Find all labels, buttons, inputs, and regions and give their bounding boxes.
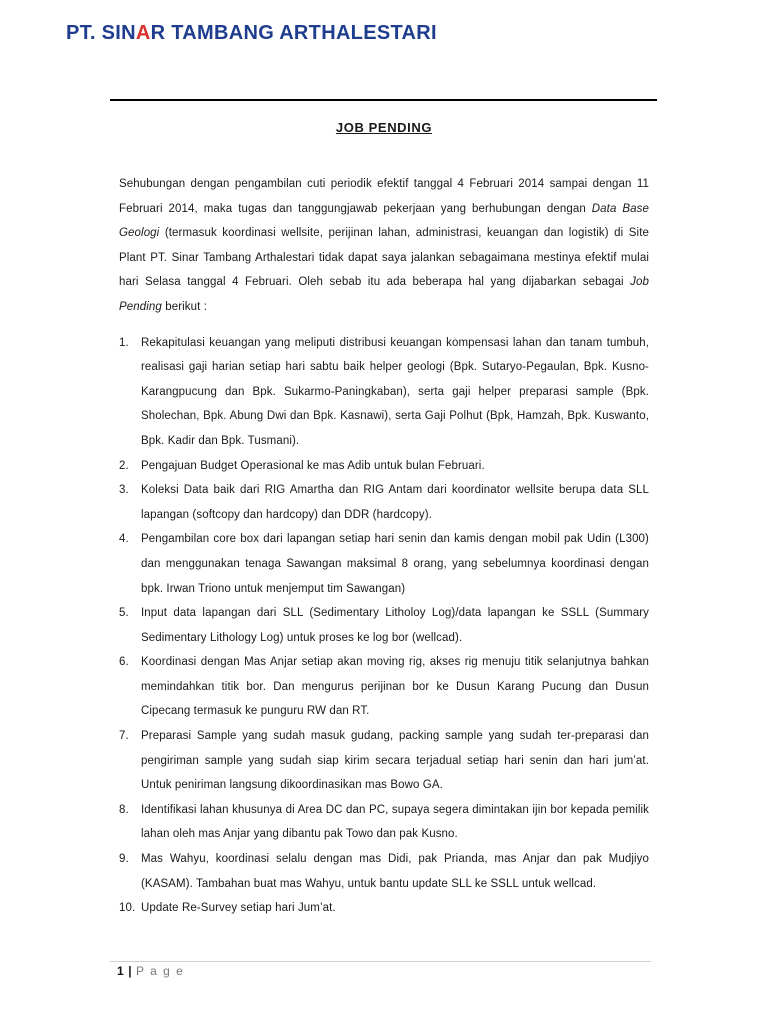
intro-text-2: (termasuk koordinasi wellsite, perijinan lahan, administrasi, keuangan dan logistik) di Site Plant PT. Sinar Tambang Arthalestari tidak dapat saya jalankan sebagaimana mestinya efektif mulai hari Selasa tanggal 4 Februari. Oleh sebab itu ada beberapa hal yang dijabarkan sebagai	[119, 227, 649, 289]
list-item	[119, 331, 649, 454]
list-item-number: 7.	[119, 730, 129, 743]
list-item-text: Koordinasi dengan Mas Anjar setiap akan moving rig, akses rig menuju titik selanjutnya bahkan memindahkan titik bor. Dan mengurus perijinan bor ke Dusun Karang Pucung dan Dusun Cipecang termasuk ke punguru RW dan RT.	[141, 656, 649, 718]
page-label: P a g e	[136, 964, 185, 978]
page-number: 1	[117, 964, 126, 978]
list-item-number: 2.	[119, 459, 129, 472]
list-item-number: 3.	[119, 484, 129, 497]
list-item-text: Rekapitulasi keuangan yang meliputi distribusi keuangan kompensasi lahan dan tanam tumbuh, realisasi gaji harian setiap hari sabtu baik helper geologi (Bpk. Sutaryo-Pegaulan, Bpk. Kusno-Karangpucung dan Bpk. Sukarmo-Paningkaban), serta gaji helper preparasi sample (Bpk. Sholechan, Bpk. Abung Dwi dan Bpk. Kasnawi), serta Gaji Polhut (Bpk, Hamzah, Bpk. Kuswanto, Bpk. Kadir dan Bpk. Tusmani).	[141, 336, 649, 447]
intro-italic-2: Job Pending	[119, 276, 649, 313]
company-name-part1: PT. SIN	[66, 22, 136, 44]
document-title: JOB PENDING	[335, 120, 433, 135]
list-item	[119, 724, 649, 798]
list-item	[119, 847, 649, 896]
intro-text-3: berikut :	[161, 300, 208, 313]
list-item	[119, 454, 649, 479]
list-item-number: 9.	[119, 853, 129, 866]
list-item	[119, 650, 649, 724]
list-item-number: 10.	[119, 902, 136, 915]
list-item-text: Pengambilan core box dari lapangan setiap hari senin dan kamis dengan mobil pak Udin (L300) dan menggunakan tenaga Sawangan maksimal 8 orang, yang sebelumnya koordinasi dengan bpk. Irwan Triono untuk menjemput tim Sawangan)	[141, 533, 649, 595]
job-pending-list	[119, 331, 649, 921]
header-divider	[110, 99, 657, 101]
document-body	[119, 172, 649, 921]
list-item-number: 1.	[119, 336, 129, 349]
intro-text-1: Sehubungan dengan pengambilan cuti periodik efektif tanggal 4 Februari 2014 sampai dengan 11 Februari 2014, maka tugas dan tanggungjawab pekerjaan yang berhubungan dengan	[119, 178, 649, 215]
list-item	[119, 798, 649, 847]
list-item-text: Identifikasi lahan khusunya di Area DC dan PC, supaya segera dimintakan ijin bor kepada pemilik lahan oleh mas Anjar yang dibantu pak Towo dan pak Kusno.	[141, 803, 649, 841]
list-item-text: Preparasi Sample yang sudah masuk gudang, packing sample yang sudah ter-preparasi dan pengiriman sample yang sudah siap kirim secara terjadual setiap hari senin dan hari jum’at. Untuk peniriman langsung dikoordinasikan mas Bowo GA.	[141, 730, 649, 792]
list-item-text: Update Re-Survey setiap hari Jum’at.	[141, 902, 336, 915]
footer-divider	[110, 961, 651, 962]
list-item	[119, 896, 649, 921]
company-name	[66, 22, 437, 45]
list-item-number: 6.	[119, 656, 129, 669]
list-item	[119, 478, 649, 527]
list-item-text: Koleksi Data baik dari RIG Amartha dan RIG Antam dari koordinator wellsite berupa data SLL lapangan (softcopy dan hardcopy) dan DDR (hardcopy).	[141, 484, 649, 521]
page-footer	[117, 964, 184, 978]
list-item-text: Input data lapangan dari SLL (Sedimentary Litholoy Log)/data lapangan ke SSLL (Summary Sedimentary Lithology Log) untuk proses ke log bor (wellcad).	[141, 607, 649, 644]
list-item-text: Mas Wahyu, koordinasi selalu dengan mas Didi, pak Prianda, mas Anjar dan pak Mudjiyo (KASAM). Tambahan buat mas Wahyu, untuk bantu update SLL ke SSLL untuk wellcad.	[141, 853, 649, 890]
intro-italic-1: Data Base Geologi	[119, 202, 649, 240]
list-item-number: 5.	[119, 607, 129, 620]
list-item	[119, 601, 649, 650]
list-item-number: 8.	[119, 803, 129, 816]
footer-separator: |	[128, 964, 134, 978]
company-name-accent-letter: A	[135, 22, 151, 44]
list-item	[119, 527, 649, 601]
intro-paragraph	[119, 172, 649, 320]
list-item-text: Pengajuan Budget Operasional ke mas Adib untuk bulan Februari.	[141, 459, 485, 472]
company-name-part2: R TAMBANG ARTHALESTARI	[150, 22, 437, 44]
list-item-number: 4.	[119, 533, 129, 546]
